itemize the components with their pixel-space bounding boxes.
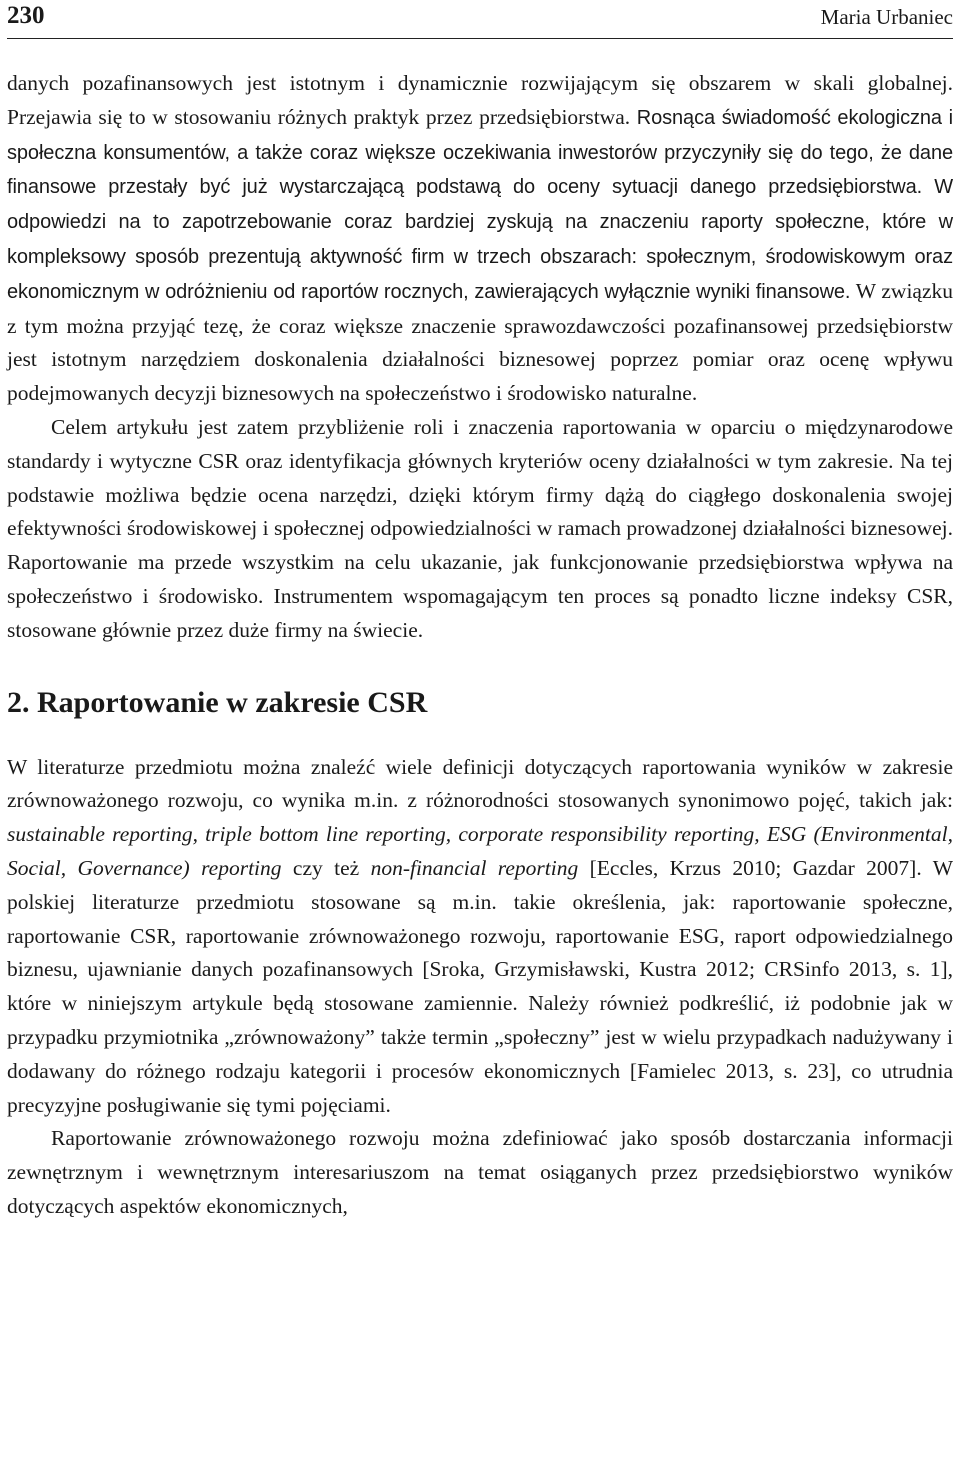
document-body (7, 67, 953, 1224)
running-head-author: Maria Urbaniec (820, 5, 953, 29)
section-heading: 2. Raportowanie w zakresie CSR (7, 685, 428, 719)
paragraph-intro-part2: Rosnąca świadomość ekologiczna i społeczna konsumentów, a także coraz większe oczekiwania inwestorów przyczyniły się do tego, że dane finansowe przestały być już wystarczającą podstawą do oceny sytuacji danego przedsiębiorstwa. W odpowiedzi na to zapotrzebowanie coraz bardziej zyskują na znaczeniu raporty społeczne, które w kompleksowy sposób prezentują aktywność firm w trzech obszarach: społecznym, środowiskowym oraz ekonomicznym w odróżnieniu od raportów rocznych, zawierających wyłącznie wyniki finansowe. (7, 106, 954, 303)
paragraph-intro-part3: W związku z tym można przyjąć tezę, że coraz większe znaczenie sprawozdawczości pozafinansowej przedsiębiorstw jest istotnym narzędziem doskonalenia działalności biznesowej poprzez pomiar oraz ocenę wpływu podejmowanych decyzji biznesowych na społeczeństwo i środowisko naturalne. (7, 278, 953, 406)
paragraph-intro-part1: danych pozafinansowych jest istotnym i dynamicznie rozwijającym się obszarem w skali globalnej. Przejawia się to w stosowaniu różnych praktyk przez przedsiębiorstwa. (7, 71, 953, 129)
paragraph-literature-text2: czy też (281, 855, 371, 880)
paragraph-definition: Raportowanie zrównoważonego rozwoju można zdefiniować jako sposób dostarczania informacji zewnętrznym i wewnętrznym interesariuszom na temat osiąganych przez przedsiębiorstwo wyników dotyczących aspektów ekonomicznych, (7, 1126, 953, 1218)
paragraph-literature (7, 751, 953, 1123)
paragraph-intro (7, 67, 953, 411)
page-header (7, 0, 953, 39)
paragraph-literature-italic2: non-financial reporting (370, 855, 579, 880)
paragraph-literature-text3: [Eccles, Krzus 2010; Gazdar 2007]. W polskiej literaturze przedmiotu stosowane są m.in. takie określenia, jak: raportowanie społeczne, raportowanie CSR, raportowanie zrównoważonego rozwoju, raportowanie ESG, raport odpowiedzialnego biznesu, ujawnianie danych pozafinansowych [Sroka, Grzymisławski, Kustra 2012; CRSinfo 2013, s. 1], które w niniejszym artykule będą stosowane zamiennie. Należy również podkreślić, iż podobnie jak w przypadku przymiotnika „zrównoważony” także termin „społeczny” jest w wielu przypadkach nadużywany i dodawany do różnego rodzaju kategorii i procesów ekonomicznych [Famielec 2013, s. 23], co utrudnia precyzyjne posługiwanie się tymi pojęciami. (7, 855, 953, 1117)
page-number: 230 (7, 2, 45, 29)
document-page (7, 0, 954, 1218)
paragraph-literature-text1: W literaturze przedmiotu można znaleźć wiele definicji dotyczących raportowania wyników w zakresie zrównoważonego rozwoju, co wynika m.in. z różnorodności stosowanych synonimowo pojęć, takich jak: (7, 754, 953, 813)
paragraph-literature-italic1: sustainable reporting, triple bottom line reporting, corporate responsibility reporting, ESG (Environmental, Social, Governance) reporting (7, 822, 953, 880)
paragraph-aim: Celem artykułu jest zatem przybliżenie roli i znaczenia raportowania w oparciu o międzynarodowe standardy i wytyczne CSR oraz identyfikacja głównych kryteriów oceny działalności w tym zakresie. Na tej podstawie możliwa będzie ocena narzędzi, dzięki którym firmy dążą do ciągłego doskonalenia swojej efektywności środowiskowej i społecznej odpowiedzialności w ramach prowadzonej działalności biznesowej. Raportowanie ma przede wszystkim na celu ukazanie, jak funkcjonowanie przedsiębiorstwa wpływa na społeczeństwo i środowisko. Instrumentem wspomagającym ten proces są ponadto liczne indeksy CSR, stosowane głównie przez duże firmy na świecie. (7, 414, 953, 642)
